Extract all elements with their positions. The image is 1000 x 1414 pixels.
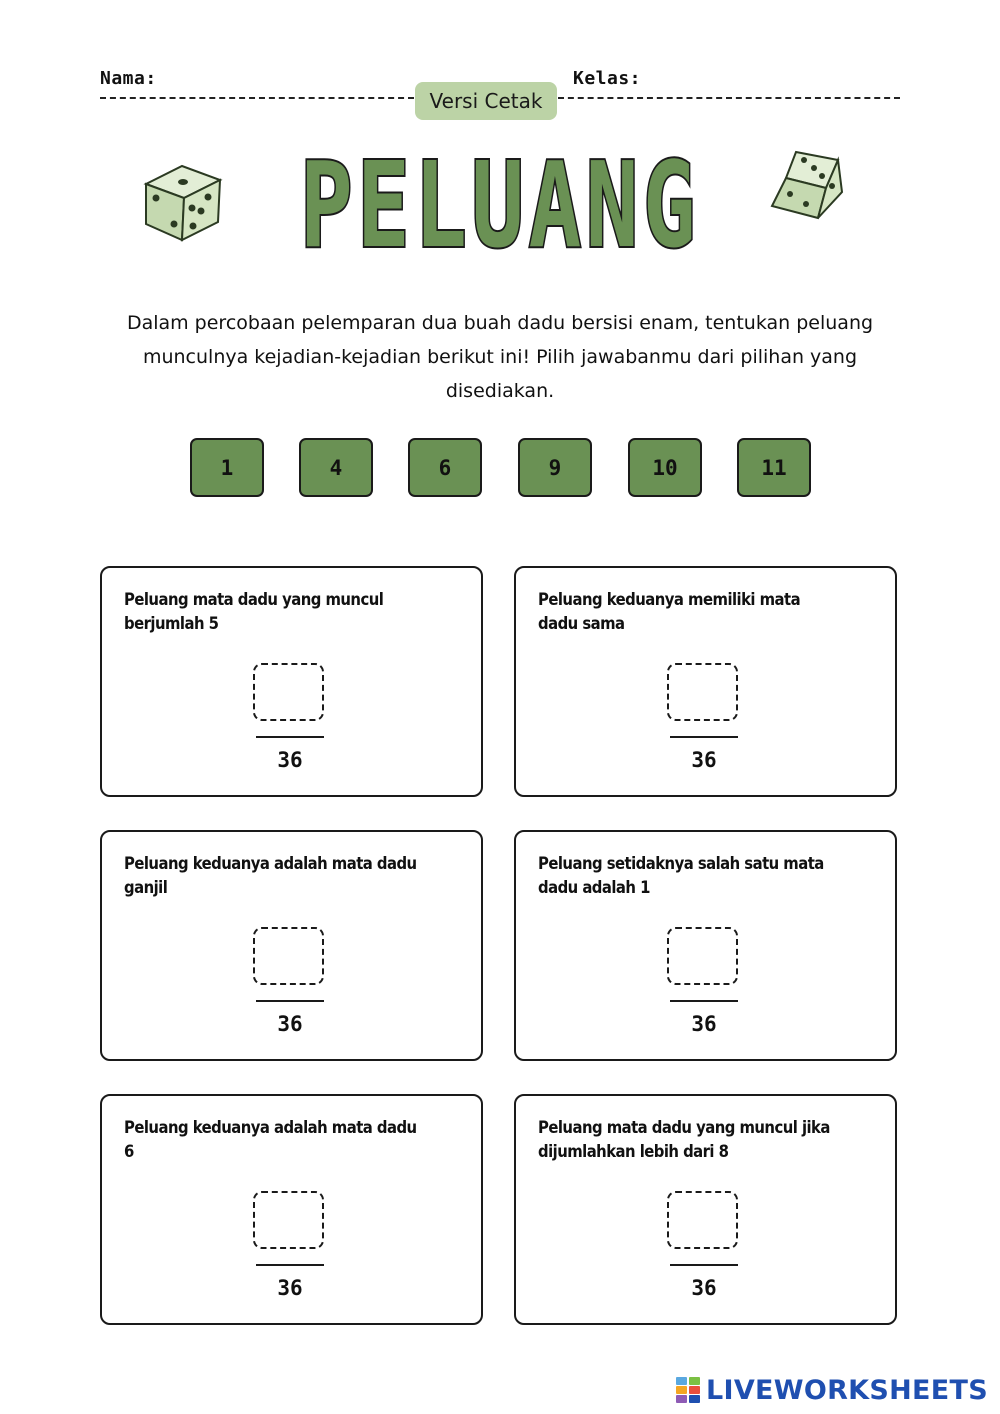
brand-name: LIVEWORKSHEETS — [705, 1374, 988, 1406]
page-title — [280, 136, 720, 274]
choice-chip-9[interactable]: 9 — [518, 438, 592, 497]
choice-chip-4[interactable]: 4 — [299, 438, 373, 497]
question-card-3 — [100, 830, 483, 1061]
question-card-2 — [514, 566, 897, 797]
answer-input[interactable] — [667, 1191, 738, 1249]
choice-chip-1[interactable]: 1 — [190, 438, 264, 497]
name-label: Nama: — [100, 68, 157, 89]
denominator: 36 — [691, 748, 717, 772]
question-card-6 — [514, 1094, 897, 1325]
answer-input[interactable] — [253, 927, 324, 985]
denominator: 36 — [277, 1012, 303, 1036]
fraction-line — [256, 1264, 324, 1266]
print-version-button[interactable]: Versi Cetak — [415, 82, 557, 120]
question-text: Peluang keduanya adalah mata dadu 6 — [124, 1118, 417, 1161]
question-text: Peluang keduanya memiliki mata dadu sama — [538, 590, 801, 633]
answer-input[interactable] — [667, 663, 738, 721]
denominator: 36 — [691, 1012, 717, 1036]
denominator: 36 — [277, 748, 303, 772]
question-card-1 — [100, 566, 483, 797]
fraction-line — [256, 1000, 324, 1002]
question-card-4 — [514, 830, 897, 1061]
answer-choices — [0, 438, 1000, 496]
right-die-icon — [766, 146, 846, 222]
choice-chip-6[interactable]: 6 — [408, 438, 482, 497]
denominator: 36 — [277, 1276, 303, 1300]
fraction-line — [670, 736, 738, 738]
class-label: Kelas: — [573, 68, 642, 89]
question-text: Peluang keduanya adalah mata dadu ganjil — [124, 854, 417, 897]
question-text: Peluang setidaknya salah satu mata dadu adalah 1 — [538, 854, 824, 897]
answer-input[interactable] — [253, 663, 324, 721]
liveworksheets-brand[interactable] — [676, 1373, 988, 1407]
question-text: Peluang mata dadu yang muncul jika dijumlahkan lebih dari 8 — [538, 1118, 830, 1161]
class-dashed-line — [558, 97, 900, 99]
question-card-5 — [100, 1094, 483, 1325]
instructions-text: Dalam percobaan pelemparan dua buah dadu bersisi enam, tentukan peluang munculnya kejadian-kejadian berikut ini! Pilih jawabanmu dari pilihan yang disediakan. — [126, 312, 874, 402]
page-title-text: PELUANG — [300, 136, 700, 274]
left-die-icon — [142, 158, 224, 244]
choice-chip-11[interactable]: 11 — [737, 438, 811, 497]
name-dashed-line — [100, 97, 414, 99]
denominator: 36 — [691, 1276, 717, 1300]
liveworksheets-logo-icon — [676, 1377, 700, 1403]
fraction-line — [670, 1000, 738, 1002]
choice-chip-10[interactable]: 10 — [628, 438, 702, 497]
answer-input[interactable] — [667, 927, 738, 985]
question-text: Peluang mata dadu yang muncul berjumlah 5 — [124, 590, 384, 633]
answer-input[interactable] — [253, 1191, 324, 1249]
fraction-line — [256, 736, 324, 738]
fraction-line — [670, 1264, 738, 1266]
